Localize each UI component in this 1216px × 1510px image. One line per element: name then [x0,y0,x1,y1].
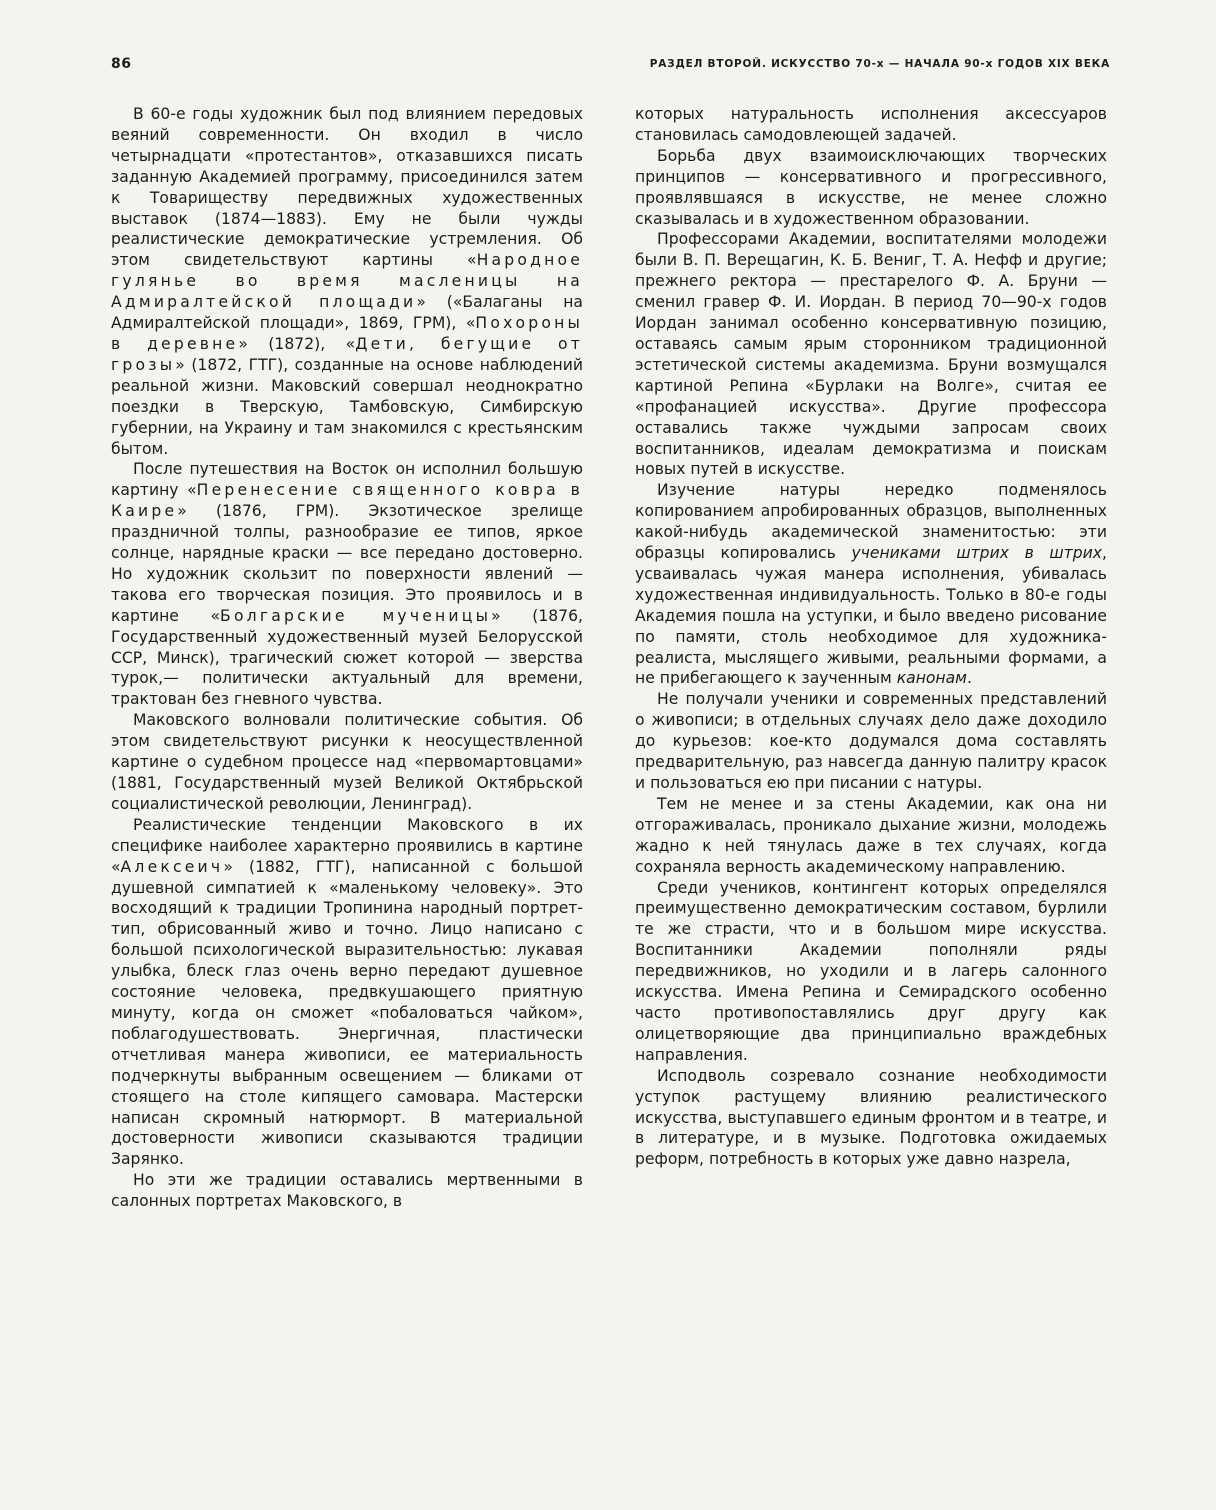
paragraph: После путешествия на Восток он исполнил большую картину «Перенесение священного ковра в Каире» (1876, ГРМ). Экзотическое зрелище праздничной толпы, разнообразие ее типов, яркое солнце, нарядные краски — все передано достоверно. Но художник скользит по поверхности явлений — такова его творческая позиция. Это проявилось и в картине «Болгарские мученицы» (1876, Государственный художественный музей Белорусской ССР, Минск), трагический сюжет которой — зверства турок,— политически актуальный для времени, трактован без гневного чувства. [111,460,584,709]
paragraph: Изучение натуры нередко подменялось копированием апробированных образцов, выполненных какой-нибудь академической знаменитостью: эти образцы копировались учениками штрих в штрих, усваивалась чужая манера исполнения, убивалась художественная индивидуальность. Только в 80-е годы Академия пошла на уступки, и было введено рисование по памяти, столь необходимое для художника-реалиста, мыслящего живыми, реальными формами, а не прибегающего к заученным канонам. [635,481,1107,688]
artwork-title: Перенесение священного ковра в Каире [111,481,584,521]
emphasis: канонам [896,669,967,688]
artwork-title: Дети, бегущие от грозы [111,334,583,374]
artwork-title: Алексеич [120,857,224,876]
paragraph: Но эти же традиции оставались мертвенными в салонных портретах Маковского, в [111,1171,583,1211]
paragraph: Реалистические тенденции Маковского в их специфике наиболее характерно проявились в картине «Алексеич» (1882, ГТГ), написанной с большой душевной симпатией к «маленькому человеку». Это восходящий к традиции Тропинина народный портрет-тип, обрисованный живо и точно. Лицо написано с большой психологической выразительностью: лукавая улыбка, блеск глаз очень верно передают душевное состояние человека, предвкушающего приятную минуту, когда он сможет «побаловаться чайком», поблагодушествовать. Энергичная, пластически отчетливая манера живописи, ее материальность подчеркнуты выбранным освещением — бликами от стоящего на столе кипящего самовара. Мастерски написан скромный натюрморт. В материальной достоверности живописи сказываются традиции Зарянко. [111,815,583,1169]
paragraph: Борьба двух взаимоисключающих творческих принципов — консервативного и прогрессивного, проявлявшаяся в искусстве, не менее сложно сказывалась и в художественном образовании. [635,146,1107,228]
artwork-title: Болгарские мученицы [220,606,492,625]
artwork-title: Похороны в деревне [111,314,583,353]
artwork-title: Народное гулянье во время масленицы на Адмиралтейской площади [111,251,583,312]
emphasis: учениками штрих в штрих [851,544,1103,563]
paragraph: Среди учеников, контингент которых определялся преимущественно демократическим составом, бурлили те же страсти, что и в большом мире искусства. Воспитанники Академии пополняли ряды передвижников, но уходили и в лагерь салонного искусства. Имена Репина и Семирадского особенно часто противопоставлялись друг другу как олицетворяющие два принципиально враждебных направления. [635,878,1107,1064]
paragraph-continued: которых натуральность исполнения аксессуаров становилась самодовлеющей задачей. [635,105,1107,144]
paragraph: Тем не менее и за стены Академии, как она ни отгораживалась, проникало дыхание жизни, молодежь жадно к ней тянулась даже в тех случаях, когда сохраняла верность академическому направлению. [635,794,1107,876]
page-number: 86 [111,56,132,72]
left-column [111,104,583,1212]
paragraph: Профессорами Академии, воспитателями молодежи были В. П. Верещагин, К. Б. Вениг, Т. А. Нефф и другие; прежнего ректора — престарелого Ф. А. Бруни — сменил гравер Ф. И. Иордан. В период 70—90-х годов Иордан занимал особенно консервативную позицию, оставаясь самым ярым сторонником традиционной эстетической системы академизма. Бруни возмущался картиной Репина «Бурлаки на Волге», считая ее «профанацией искусства». Другие профессора оставались также чуждыми запросам своих воспитанников, идеалам демократизма и поискам новых путей в искусстве. [635,230,1107,479]
paragraph: Исподволь созревало сознание необходимости уступок растущему влиянию реалистического искусства, выступавшего единым фронтом и в театре, и в литературе, и в музыке. Подготовка ожидаемых реформ, потребность в которых уже давно назрела, [635,1066,1107,1169]
running-head: РАЗДЕЛ ВТОРОЙ. ИСКУССТВО 70-х — НАЧАЛА 90-х ГОДОВ XIX ВЕКА [649,58,1110,70]
paragraph: Не получали ученики и современных представлений о живописи; в отдельных случаях дело даже доходило до курьезов: кое-кто додумался дома составлять предварительную, раз навсегда данную палитру красок и пользоваться ею при писании с натуры. [635,690,1107,792]
paragraph: В 60-е годы художник был под влиянием передовых веяний современности. Он входил в число четырнадцати «протестантов», отказавшихся писать заданную Академией программу, присоединился затем к Товариществу передвижных художественных выставок (1874—1883). Ему не были чужды реалистические демократические устремления. Об этом свидетельствуют картины «Народное гулянье во время масленицы на Адмиралтейской площади» («Балаганы на Адмиралтейской площади», 1869, ГРМ), «Похороны в деревне» (1872), «Дети, бегущие от грозы» (1872, ГТГ), созданные на основе наблюдений реальной жизни. Маковский совершал неоднократно поездки в Тверскую, Тамбовскую, Симбирскую губернии, на Украину и там знакомился с крестьянским бытом. [111,105,583,458]
paragraph: Маковского волновали политические события. Об этом свидетельствуют рисунки к неосуществленной картине о судебном процессе над «первомартовцами» (1881, Государственный музей Великой Октябрьской социалистической революции, Ленинград). [111,711,583,813]
right-column [635,104,1107,1170]
